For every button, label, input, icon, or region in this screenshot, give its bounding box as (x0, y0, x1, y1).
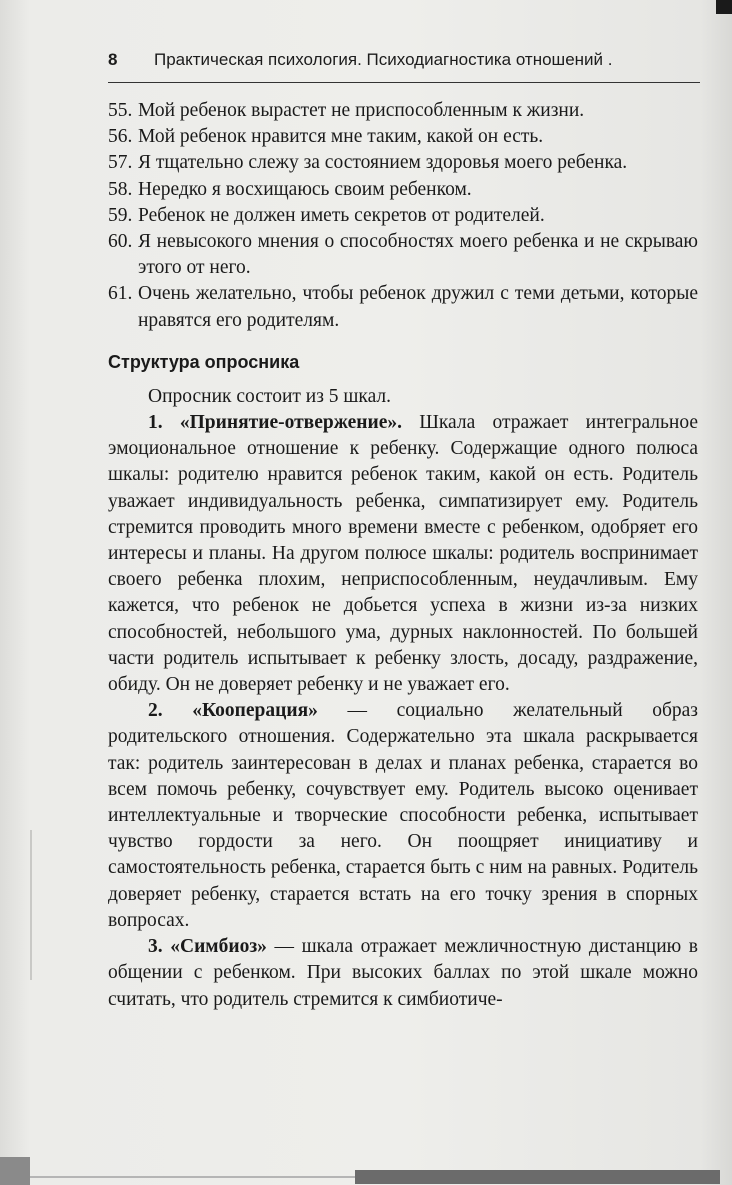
item-number: 60. (108, 231, 133, 253)
item-number: 56. (108, 126, 133, 148)
scan-bottom-left-mark (0, 1157, 30, 1185)
scan-bottom-bar (355, 1170, 720, 1184)
page-number: 8 (108, 50, 118, 69)
scale-paragraph-acceptance (108, 410, 698, 698)
scan-corner-mark (716, 0, 732, 14)
item-text: Очень желательно, чтобы ребенок дружил с теми детьми, которые нравятся его родителям. (138, 283, 698, 331)
scan-left-shadow (30, 830, 32, 980)
item-number: 55. (108, 100, 133, 121)
header-rule (108, 82, 700, 83)
section-heading: Структура опросника (108, 351, 300, 372)
list-item (108, 203, 698, 229)
list-item (108, 124, 698, 150)
questionnaire-items (108, 98, 698, 334)
running-title: Практическая психология. Психодиагностика отношений . (154, 50, 613, 69)
scale-label: 1. «Принятие-отвержение». (148, 412, 402, 434)
item-text: Я невысокого мнения о способностях моего ребенка и не скрываю этого от него. (138, 231, 698, 279)
list-item (108, 98, 698, 124)
scale-paragraph-cooperation (108, 698, 698, 934)
scan-bottom-line (30, 1176, 355, 1178)
list-item (108, 229, 698, 281)
item-number: 61. (108, 283, 133, 305)
item-text: Мой ребенок нравится мне таким, какой он есть. (138, 126, 544, 148)
scale-label: 2. «Кооперация» (148, 700, 318, 722)
list-item (108, 281, 698, 333)
item-text: Я тщательно слежу за состоянием здоровья моего ребенка. (138, 152, 628, 174)
scale-paragraph-symbiosis (108, 934, 698, 1013)
item-text: Нередко я восхищаюсь своим ребенком. (138, 178, 472, 200)
page-body (108, 98, 698, 1013)
list-item (108, 150, 698, 176)
item-text: Ребенок не должен иметь секретов от родителей. (138, 204, 545, 226)
item-number: 59. (108, 204, 133, 226)
item-text: Мой ребенок вырастет не приспособленным к жизни. (138, 100, 585, 121)
scale-label: 3. «Симбиоз» (148, 936, 267, 958)
item-number: 57. (108, 152, 133, 174)
scale-text: — шкала отражает межличностную дистанцию в общении с ребенком. При высоких баллах по этой шкале можно считать, что родитель стремится к симбиотиче- (108, 936, 699, 1010)
scale-text: Шкала отражает интегральное эмоциональное отношение к ребенку. Содержащие одного полюса шкалы: родителю нравится ребенок таким, какой он есть. Родитель уважает индивидуальность ребенка, симпатизирует ему. Родитель стремится проводить много времени вместе с ребенком, одобряет его интересы и планы. На другом полюсе шкалы: родитель воспринимает своего ребенка плохим, неприспособленным, неудачливым. Ему кажется, что ребенок не добьется успеха в жизни из-за низких способностей, небольшого ума, дурных наклонностей. По большей части родитель испытывает к ребенку злость, досаду, раздражение, обиду. Он не доверяет ребенку и не уважает его. (108, 412, 698, 696)
section-intro: Опросник состоит из 5 шкал. (148, 385, 392, 407)
running-header (108, 50, 700, 76)
scale-text: — социально желательный образ родительского отношения. Содержательно эта шкала раскрывается так: родитель заинтересован в делах и планах ребенка, старается во всем помочь ребенку, сочувствует ему. Родитель высоко оценивает интеллектуальные и творческие способности ребенка, испытывает чувство гордости за него. Он поощряет инициативу и самостоятельность ребенка, старается быть с ним на равных. Родитель доверяет ребенку, старается встать на его точку зрения в спорных вопросах. (108, 700, 698, 931)
item-number: 58. (108, 178, 133, 200)
list-item (108, 177, 698, 203)
